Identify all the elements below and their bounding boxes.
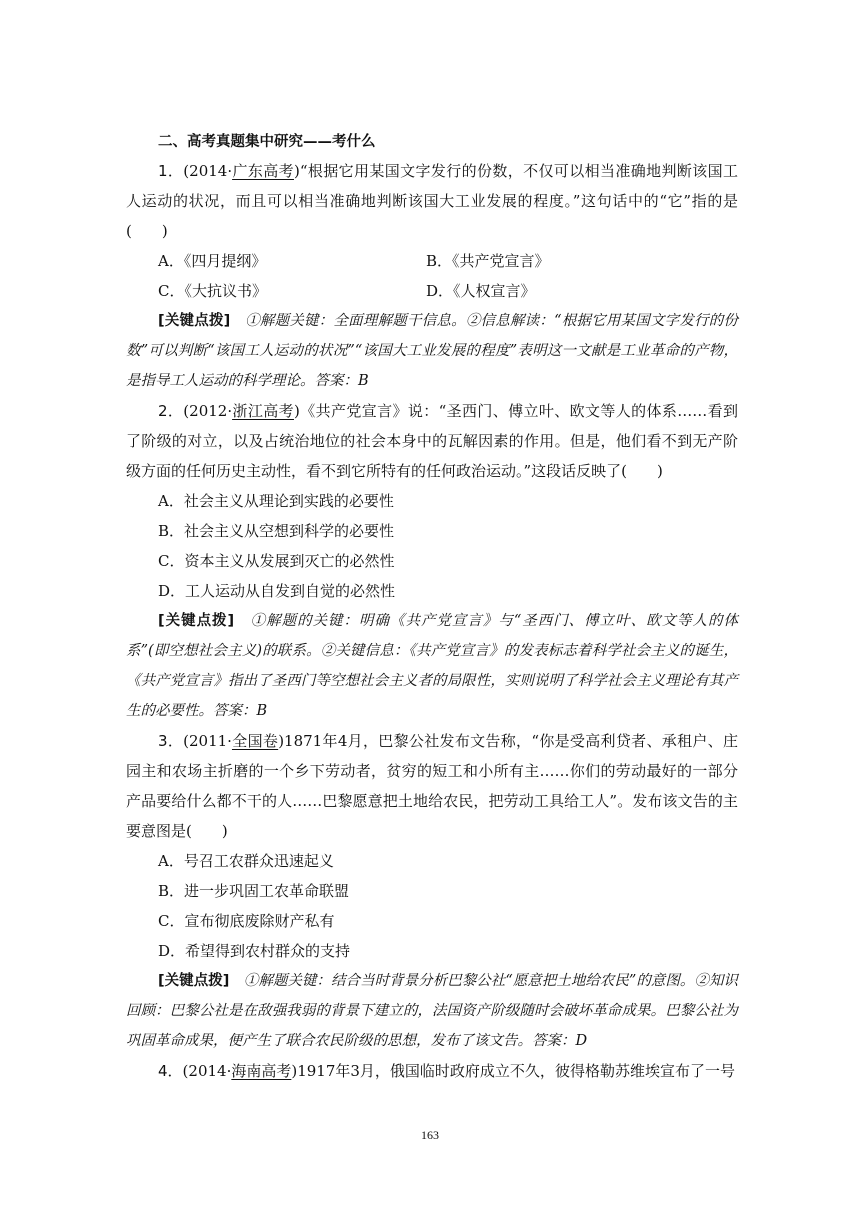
question-number: 3． [158,732,184,750]
option-c: C．资本主义从发展到灭亡的必然性 [158,552,395,570]
analysis-tag: [关键点拨] [158,973,230,989]
option-a: A．号召工农群众迅速起义 [158,852,334,870]
question-stem: 《共产党宣言》说：“圣西门、傅立叶、欧文等人的体系……看到了阶级的对立，以及占统治地位的社会本身中的瓦解因素的作用。但是，他们看不到无产阶级方面的任何历史主动性，看不到它所特有的任何政治运动。”这段话反映了( ) [126,402,738,480]
question-stem: 1917年3月，俄国临时政府成立不久，彼得格勒苏维埃宣布了一号 [297,1062,735,1080]
analysis-2 [126,606,738,726]
question-number: 1． [158,162,184,180]
source-prefix: (2011· [183,732,232,750]
question-stem: 1871年4月，巴黎公社发布文告称，“你是受高利贷者、承租户、庄园主和农场主折磨的一个乡下劳动者，贫穷的短工和小所有主……你们的劳动最好的一部分产品要给什么都不干的人……巴黎愿意把土地给农民，把劳动工具给工人”。发布该文告的主要意图是( ) [126,732,738,840]
question-4 [126,1056,738,1086]
option-d: D．希望得到农村群众的支持 [158,942,351,960]
source-suffix: ) [291,1062,298,1080]
option-d: D．《人权宣言》 [426,282,536,300]
source-label: 全国卷 [231,732,279,750]
option-a: A．社会主义从理论到实践的必要性 [158,492,394,510]
analysis-tag: [关键点拨] [158,313,231,329]
analysis-3 [126,966,738,1056]
option-b: B．社会主义从空想到科学的必要性 [158,522,395,540]
option-b: B．《共产党宣言》 [426,252,550,270]
question-stem: “根据它用某国文字发行的份数，不仅可以相当准确地判断该国工人运动的状况，而且可以相当准确地判断该国大工业发展的程度。”这句话中的“它”指的是( ) [126,162,738,240]
source-prefix: (2014· [183,162,233,180]
option-c: C．《大抗议书》 [158,282,267,300]
source-label: 广东高考 [232,162,294,180]
analysis-text: ①解题的关键：明确《共产党宣言》与“圣西门、傅立叶、欧文等人的体系”(即空想社会主义)的联系。②关键信息：《共产党宣言》的发表标志着科学社会主义的诞生，《共产党宣言》指出了圣西门等空想社会主义者的局限性，实则说明了科学社会主义理论有其产生的必要性。答案：B [126,613,738,719]
options-row [126,276,738,306]
source-suffix: ) [293,162,300,180]
analysis-1 [126,306,738,396]
question-2 [126,396,738,486]
page-content [126,128,738,1086]
analysis-text: ①解题关键：全面理解题干信息。②信息解读：“根据它用某国文字发行的份数”可以判断“该国工人运动的状况”“该国大工业发展的程度”表明这一文献是工业革命的产物，是指导工人运动的科学理论。答案：B [126,313,738,389]
section-title: 二、高考真题集中研究——考什么 [158,134,376,150]
source-suffix: ) [293,402,300,420]
source-prefix: (2014· [182,1062,232,1080]
question-1 [126,156,738,246]
question-3 [126,726,738,846]
analysis-tag: [关键点拨] [158,613,235,629]
source-suffix: ) [278,732,285,750]
option-a: A．《四月提纲》 [158,252,267,270]
options-row [126,246,738,276]
question-number: 4． [158,1062,183,1080]
option-d: D．工人运动从自发到自觉的必然性 [158,582,396,600]
option-c: C．宣布彻底废除财产私有 [158,912,335,930]
option-b: B．进一步巩固工农革命联盟 [158,882,350,900]
source-label: 海南高考 [231,1062,292,1080]
analysis-text: ①解题关键：结合当时背景分析巴黎公社“愿意把土地给农民”的意图。②知识回顾：巴黎公社是在敌强我弱的背景下建立的，法国资产阶级随时会破坏革命成果。巴黎公社为巩固革命成果，便产生了联合农民阶级的思想，发布了该文告。答案：D [126,973,738,1049]
source-prefix: (2012· [183,402,233,420]
page-number: 163 [421,1128,439,1142]
source-label: 浙江高考 [232,402,294,420]
question-number: 2． [158,402,184,420]
